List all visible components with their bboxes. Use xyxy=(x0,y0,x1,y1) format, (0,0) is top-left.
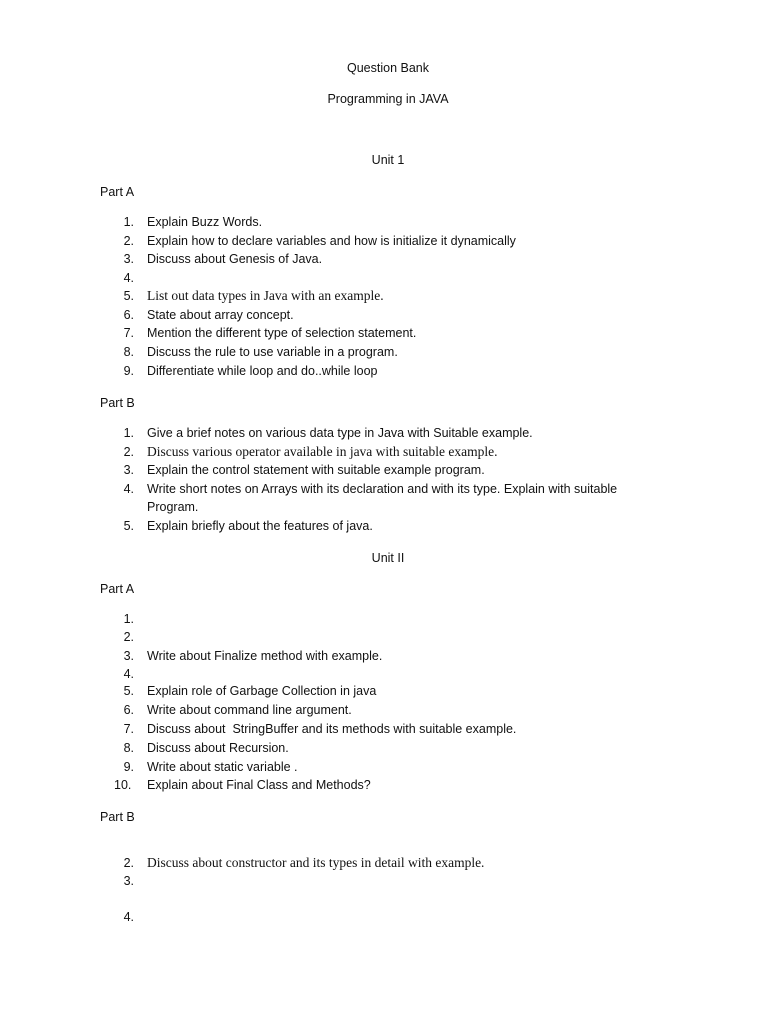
document-subtitle: Programming in JAVA xyxy=(327,92,449,106)
item-text: Give a brief notes on various data type in Java with Suitable example. xyxy=(147,426,533,440)
item-number: 2. xyxy=(123,445,134,459)
item-number: 8. xyxy=(123,741,134,755)
item-number: 6. xyxy=(123,308,134,322)
item-number: 4. xyxy=(123,482,134,496)
item-number: 4. xyxy=(123,271,134,285)
unit-1-heading: Unit 1 xyxy=(371,153,405,167)
item-number: 5. xyxy=(123,519,134,533)
item-number: 3. xyxy=(123,252,134,266)
item-number: 2. xyxy=(123,630,134,644)
item-text: Explain about Final Class and Methods? xyxy=(147,778,371,792)
item-number: 2. xyxy=(123,856,134,870)
document-title: Question Bank xyxy=(347,61,429,75)
item-text: Discuss the rule to use variable in a program. xyxy=(147,345,398,359)
item-number: 3. xyxy=(123,649,134,663)
item-text: Write about command line argument. xyxy=(147,703,352,717)
item-text: State about array concept. xyxy=(147,308,294,322)
item-text: Discuss about Recursion. xyxy=(147,741,289,755)
item-number: 1. xyxy=(123,612,134,626)
item-number: 4. xyxy=(123,667,134,681)
item-number: 3. xyxy=(123,874,134,888)
item-text: Write about static variable . xyxy=(147,760,298,774)
item-number: 9. xyxy=(123,364,134,378)
item-number: 8. xyxy=(123,345,134,359)
unit-2-heading: Unit II xyxy=(371,551,405,565)
item-text: List out data types in Java with an example. xyxy=(147,288,384,303)
item-number: 2. xyxy=(123,234,134,248)
item-number: 5. xyxy=(123,289,134,303)
unit-1-part-b-heading: Part B xyxy=(100,396,135,410)
item-text: Explain role of Garbage Collection in java xyxy=(147,684,377,698)
item-text: Write short notes on Arrays with its declaration and with its type. Explain with suitable xyxy=(147,482,618,496)
item-text: Discuss about Genesis of Java. xyxy=(147,252,323,266)
item-number: 1. xyxy=(123,426,134,440)
item-number: 3. xyxy=(123,463,134,477)
item-number: 7. xyxy=(123,722,134,736)
item-text: Explain how to declare variables and how is initialize it dynamically xyxy=(147,234,516,248)
item-text: Discuss about constructor and its types in detail with example. xyxy=(147,855,485,870)
unit-2-part-b-heading: Part B xyxy=(100,810,135,824)
unit-1-part-a-heading: Part A xyxy=(100,185,135,199)
item-number: 10. xyxy=(114,778,132,792)
item-number: 6. xyxy=(123,703,134,717)
item-text-continuation: Program. xyxy=(147,500,199,514)
item-number: 9. xyxy=(123,760,134,774)
item-number: 1. xyxy=(123,215,134,229)
item-text: Discuss various operator available in java with suitable example. xyxy=(147,444,498,459)
item-text: Discuss about StringBuffer and its methods with suitable example. xyxy=(147,722,517,736)
item-number: 7. xyxy=(123,326,134,340)
item-text: Write about Finalize method with example. xyxy=(147,649,383,663)
unit-2-part-a-heading: Part A xyxy=(100,582,135,596)
item-text: Explain the control statement with suitable example program. xyxy=(147,463,485,477)
item-number: 5. xyxy=(123,684,134,698)
item-text: Mention the different type of selection statement. xyxy=(147,326,417,340)
item-number: 4. xyxy=(123,910,134,924)
item-text: Explain briefly about the features of java. xyxy=(147,519,373,533)
item-text: Differentiate while loop and do..while loop xyxy=(147,364,378,378)
item-text: Explain Buzz Words. xyxy=(147,215,263,229)
